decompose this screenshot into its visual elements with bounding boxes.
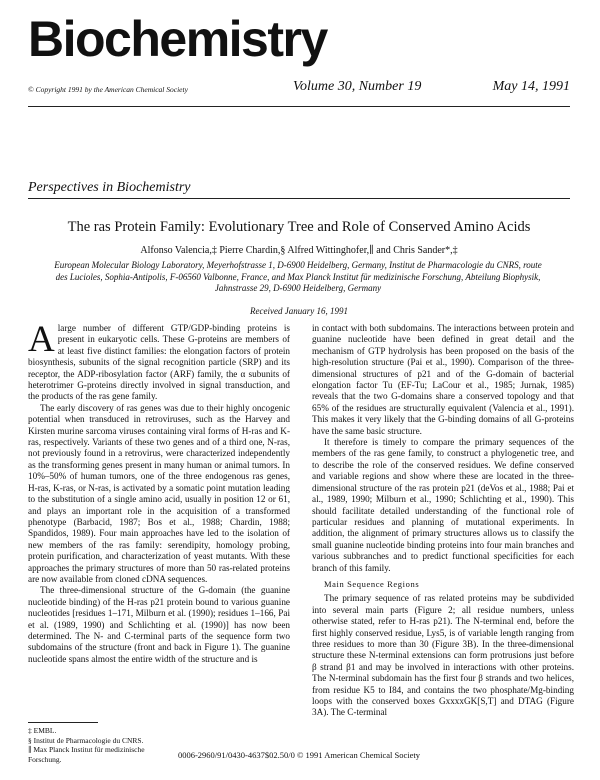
article-title: The ras Protein Family: Evolutionary Tree and Role of Conserved Amino Acids <box>67 219 531 235</box>
body-paragraph: The early discovery of ras genes was due to their highly oncogenic potential when transduced in retroviruses, such as the Harvey and Kirsten murine sarcoma viruses containing viral forms of H-ras and K-ras, respectively. Variants of these two genes and of a third one, N-ras, not previously found in a retrovirus, were characterized independently as the transforming genes present in many human or animal tumors. In 10%–50% of human tumors, one of the three endogenous ras genes, H-ras, K-ras, or N-ras, is activated by a somatic point mutation leading to the substitution of a single amino acid, usually in position 12 or 61, and plays an important role in the acquisition of a transformed phenotype (Barbacid, 1987; Bos et al., 1988; Chardin, 1988; Spandidos, 1989). Four main approaches have led to the isolation of new members of the ras family: serendipity, homology probing, protein purification, and characterization of yeast mutants. With these approaches the primary structures of more than 50 ras-related proteins are now available from cloned cDNA sequences. <box>28 402 290 584</box>
subsection-heading: Main Sequence Regions <box>324 578 420 589</box>
received-date: Received January 16, 1991 <box>250 306 348 316</box>
body-paragraph: The primary sequence of ras related proteins may be subdivided into several main parts (Figure 2; all residue numbers, unless otherwise stated, refer to H-ras p21). The N-terminal end, before the first highly conserved residue, Lys5, is of variable length ranging from three residues to more than 30 (Figure 3B). In the three-dimensional structure these N-terminal extensions can form protrusions just before β strand β1 and may be involved in interactions with other proteins. The N-terminal subdomain has the first four β strands and two helices, from residue K5 to I84, and contains the two phosphate/Mg-binding loops with the conserved boxes GxxxxGK[S,T] and DTAG (Figure 3A). The C-terminal <box>312 593 574 718</box>
author-list: Alfonso Valencia,‡ Pierre Chardin,§ Alfred Wittinghofer,∥ and Chris Sander*,‡ <box>140 245 458 256</box>
footnote-divider <box>28 722 98 723</box>
masthead-meta <box>28 79 570 99</box>
copyright-line: © Copyright 1991 by the American Chemical Society <box>28 85 188 94</box>
body-paragraph: The three-dimensional structure of the G-domain (the guanine nucleotide binding) of the H-ras p21 protein bound to various guanine nucleotides [residues 1–171, Milburn et al. (1990); residues 1–166, Pai et al. (1989, 1990) and Schlichting et al. (1990)] has now been determined. The N- and C-terminal parts of the sequence form two subdomains of the structure (front and back in Figure 1). The guanine nucleotide spans almost the entire width of the structure and is <box>28 585 290 664</box>
section-divider <box>28 198 570 199</box>
page-footer: 0006-2960/91/0430-4637$02.50/0 © 1991 American Chemical Society <box>177 750 421 760</box>
volume-number: Volume 30, Number 19 <box>293 79 422 94</box>
body-paragraph: in contact with both subdomains. The interactions between protein and guanine nucleotide have been defined in great detail and the mechanism of GTP hydrolysis has been proposed on the basis of the high-resolution structure (Pai et al., 1990). Comparison of the three-dimensional structures of p21 and of the G-domain of bacterial elongation factor Tu (EF-Tu; LaCour et al., 1985; Jurnak, 1985) reveals that the two G-domains share a conserved topology and that 65% of the residues are structurally equivalent (Valencia et al., 1991). This makes it very likely that the G-binding domains of all G-proteins have the same basic structure. <box>312 323 574 436</box>
section-heading: Perspectives in Biochemistry <box>28 180 191 195</box>
footnote: § Institut de Pharmacologie du CNRS. <box>28 735 144 745</box>
body-paragraph: A large number of different GTP/GDP-binding proteins is present in eukaryotic cells. These G-proteins are members of at least five distinct families: the elongation factors of protein biosynthesis, subunits of the signal recognition particle (SRP) and its receptor, the ADP-ribosylation factor (ARF) family, the α subunits of heterotrimer G-proteins directly involved in signal transduction, and the products of the ras gene family. <box>28 319 290 402</box>
body-paragraph: It therefore is timely to compare the primary sequences of the members of the ras gene family, to construct a phylogenetic tree, and to describe the role of the conserved residues. We define conserved and variable regions and show where these are located in the three-dimensional structure of the ras protein p21 (deVos et al., 1988; Pai et al., 1989, 1990; Milburn et al., 1990; Schlichting et al., 1990). This should facilitate detailed understanding of the functional role of particular residues and planning of mutational experiments. In addition, the alignment of primary structures allows us to classify the small guanine nucleotide binding proteins into four main branches and various subbranches and to predict functional specificities for each branch of this family. <box>312 437 574 573</box>
footnote: ∥ Max Planck Institut für medizinische Forschung. <box>28 745 145 764</box>
body-column-left <box>28 319 290 665</box>
journal-title: Biochemistry <box>28 11 327 67</box>
body-column-right <box>312 323 574 719</box>
footnote: ‡ EMBL. <box>28 726 57 735</box>
issue-date: May 14, 1991 <box>492 79 570 94</box>
author-affiliations: European Molecular Biology Laboratory, Meyerhofstrasse 1, D-6900 Heidelberg, Germany, Institut de Pharmacologie du CNRS, route des Lucioles, Sophia-Antipolis, F-06560 Valbonne, France, and Max Planck Institut für medizinische Forschung, Abteilung Biophysik, Jahnstrasse 29, D-6900 Heidelberg, Germany <box>54 260 542 294</box>
drop-cap: A <box>28 319 55 360</box>
masthead-divider <box>28 106 570 107</box>
